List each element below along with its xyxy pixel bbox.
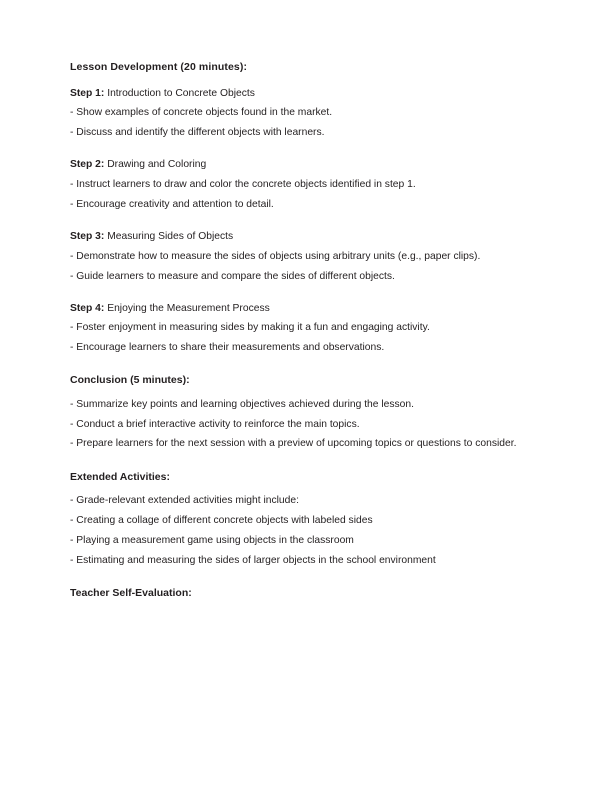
step-4-line-1: - Foster enjoyment in measuring sides by making it a fun and engaging activity. (70, 322, 430, 334)
step-3-line-2: - Guide learners to measure and compare the sides of different objects. (70, 270, 395, 282)
lesson-step-2 (70, 158, 542, 212)
conclusion-line-3: - Prepare learners for the next session with a preview of upcoming topics or questions to consider. (70, 438, 517, 450)
step-2-label: Step 2: (70, 159, 105, 171)
step-4-line-2: - Encourage learners to share their measurements and observations. (70, 342, 385, 354)
step-3-title: Measuring Sides of Objects (104, 230, 234, 242)
step-3-heading (70, 230, 542, 244)
lesson-step-4 (70, 302, 542, 356)
conclusion-line-2: - Conduct a brief interactive activity to reinforce the main topics. (70, 418, 360, 430)
extended-activities-line-3: - Playing a measurement game using objects in the classroom (70, 534, 354, 546)
step-3-label: Step 3: (70, 230, 105, 242)
step-1-heading (70, 87, 542, 101)
step-2-line-1: - Instruct learners to draw and color the concrete objects identified in step 1. (70, 179, 416, 191)
step-4-label: Step 4: (70, 302, 105, 314)
step-1-line-1: - Show examples of concrete objects found in the market. (70, 107, 333, 119)
extended-activities-line-1: - Grade-relevant extended activities might include: (70, 495, 299, 507)
page-title: Lesson Development (20 minutes): (70, 61, 248, 73)
lesson-step-3 (70, 230, 542, 284)
document-body (70, 62, 542, 598)
extended-activities-section (70, 472, 542, 568)
step-2-heading (70, 158, 542, 172)
extended-activities-heading: Extended Activities: (70, 470, 170, 483)
step-1-label: Step 1: (70, 87, 105, 99)
step-3-line-1: - Demonstrate how to measure the sides of objects using arbitrary units (e.g., paper clips). (70, 250, 481, 262)
conclusion-line-1: - Summarize key points and learning objectives achieved during the lesson. (70, 398, 414, 410)
teacher-self-evaluation-heading: Teacher Self-Evaluation: (70, 586, 192, 599)
conclusion-heading: Conclusion (5 minutes): (70, 374, 190, 387)
extended-activities-line-4: - Estimating and measuring the sides of larger objects in the school environment (70, 554, 436, 566)
lesson-step-1 (70, 87, 542, 141)
extended-activities-line-2: - Creating a collage of different concrete objects with labeled sides (70, 515, 373, 527)
step-1-title: Introduction to Concrete Objects (104, 87, 255, 99)
step-2-line-2: - Encourage creativity and attention to detail. (70, 198, 274, 210)
teacher-self-evaluation-section (70, 588, 542, 599)
step-2-title: Drawing and Coloring (104, 159, 207, 171)
step-1-line-2: - Discuss and identify the different objects with learners. (70, 127, 325, 139)
conclusion-section (70, 375, 542, 451)
step-4-heading (70, 302, 542, 316)
step-4-title: Enjoying the Measurement Process (104, 302, 270, 314)
